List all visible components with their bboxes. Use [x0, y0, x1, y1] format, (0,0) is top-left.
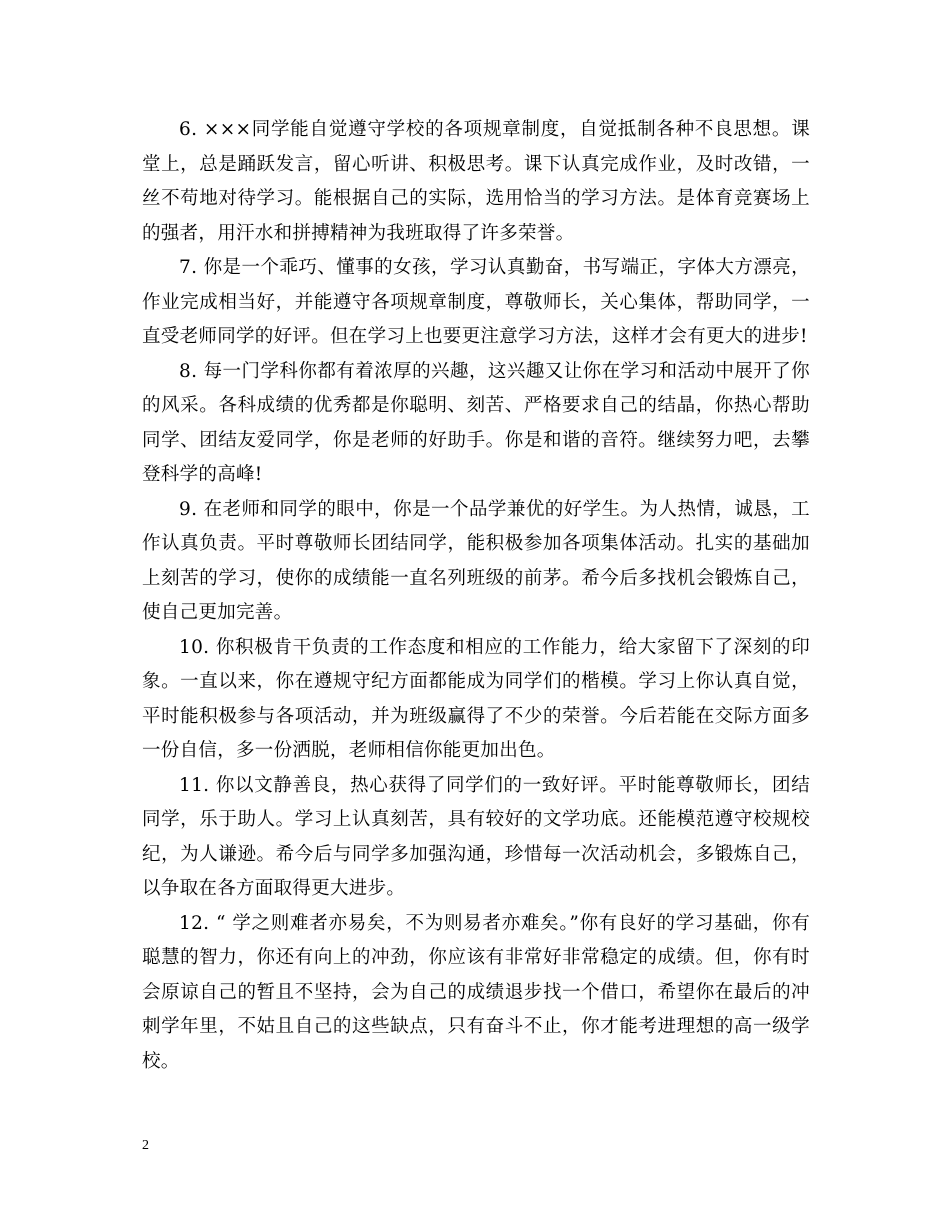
- paragraph-9: 9. 在老师和同学的眼中，你是一个品学兼优的好学生。为人热情，诚恳，工作认真负责。平时尊敬师长团结同学，能积极参加各项集体活动。扎实的基础加上刻苦的学习，使你的成绩能一直名列班级的前茅。希今后多找机会锻炼自己，使自己更加完善。: [142, 498, 810, 623]
- paragraph-8: 8. 每一门学科你都有着浓厚的兴趣，这兴趣又让你在学习和活动中展开了你的风采。各科成绩的优秀都是你聪明、刻苦、严格要求自己的结晶，你热心帮助同学、团结友爱同学，你是老师的好助手。你是和谐的音符。继续努力吧，去攀登科学的高峰!: [142, 360, 810, 485]
- document-body: [142, 113, 810, 1079]
- paragraph-7: 7. 你是一个乖巧、懂事的女孩，学习认真勤奋，书写端正，字体大方漂亮，作业完成相当好，并能遵守各项规章制度，尊敬师长，关心集体，帮助同学，一直受老师同学的好评。但在学习上也要更注意学习方法，这样才会有更大的进步!: [142, 257, 810, 347]
- paragraph-11: 11. 你以文静善良，热心获得了同学们的一致好评。平时能尊敬师长，团结同学，乐于助人。学习上认真刻苦，具有较好的文学功底。还能模范遵守校规校纪，为人谦逊。希今后与同学多加强沟通，珍惜每一次活动机会，多锻炼自己，以争取在各方面取得更大进步。: [142, 774, 810, 899]
- paragraph-10: 10. 你积极肯干负责的工作态度和相应的工作能力，给大家留下了深刻的印象。一直以来，你在遵规守纪方面都能成为同学们的楷模。学习上你认真自觉，平时能积极参与各项活动，并为班级赢得了不少的荣誉。今后若能在交际方面多一份自信，多一份洒脱，老师相信你能更加出色。: [142, 636, 810, 761]
- page-number: 2: [142, 1138, 149, 1153]
- paragraph-6: 6. ×××同学能自觉遵守学校的各项规章制度，自觉抵制各种不良思想。课堂上，总是踊跃发言，留心听讲、积极思考。课下认真完成作业，及时改错，一丝不苟地对待学习。能根据自己的实际，选用恰当的学习方法。是体育竞赛场上的强者，用汗水和拼搏精神为我班取得了许多荣誉。: [142, 119, 810, 244]
- paragraph-12: 12. “ 学之则难者亦易矣，不为则易者亦难矣。”你有良好的学习基础，你有聪慧的智力，你还有向上的冲劲，你应该有非常好非常稳定的成绩。但，你有时会原谅自己的暂且不坚持，会为自己的成绩退步找一个借口，希望你在最后的冲刺学年里，不姑且自己的这些缺点，只有奋斗不止，你才能考进理想的高一级学校。: [142, 912, 810, 1072]
